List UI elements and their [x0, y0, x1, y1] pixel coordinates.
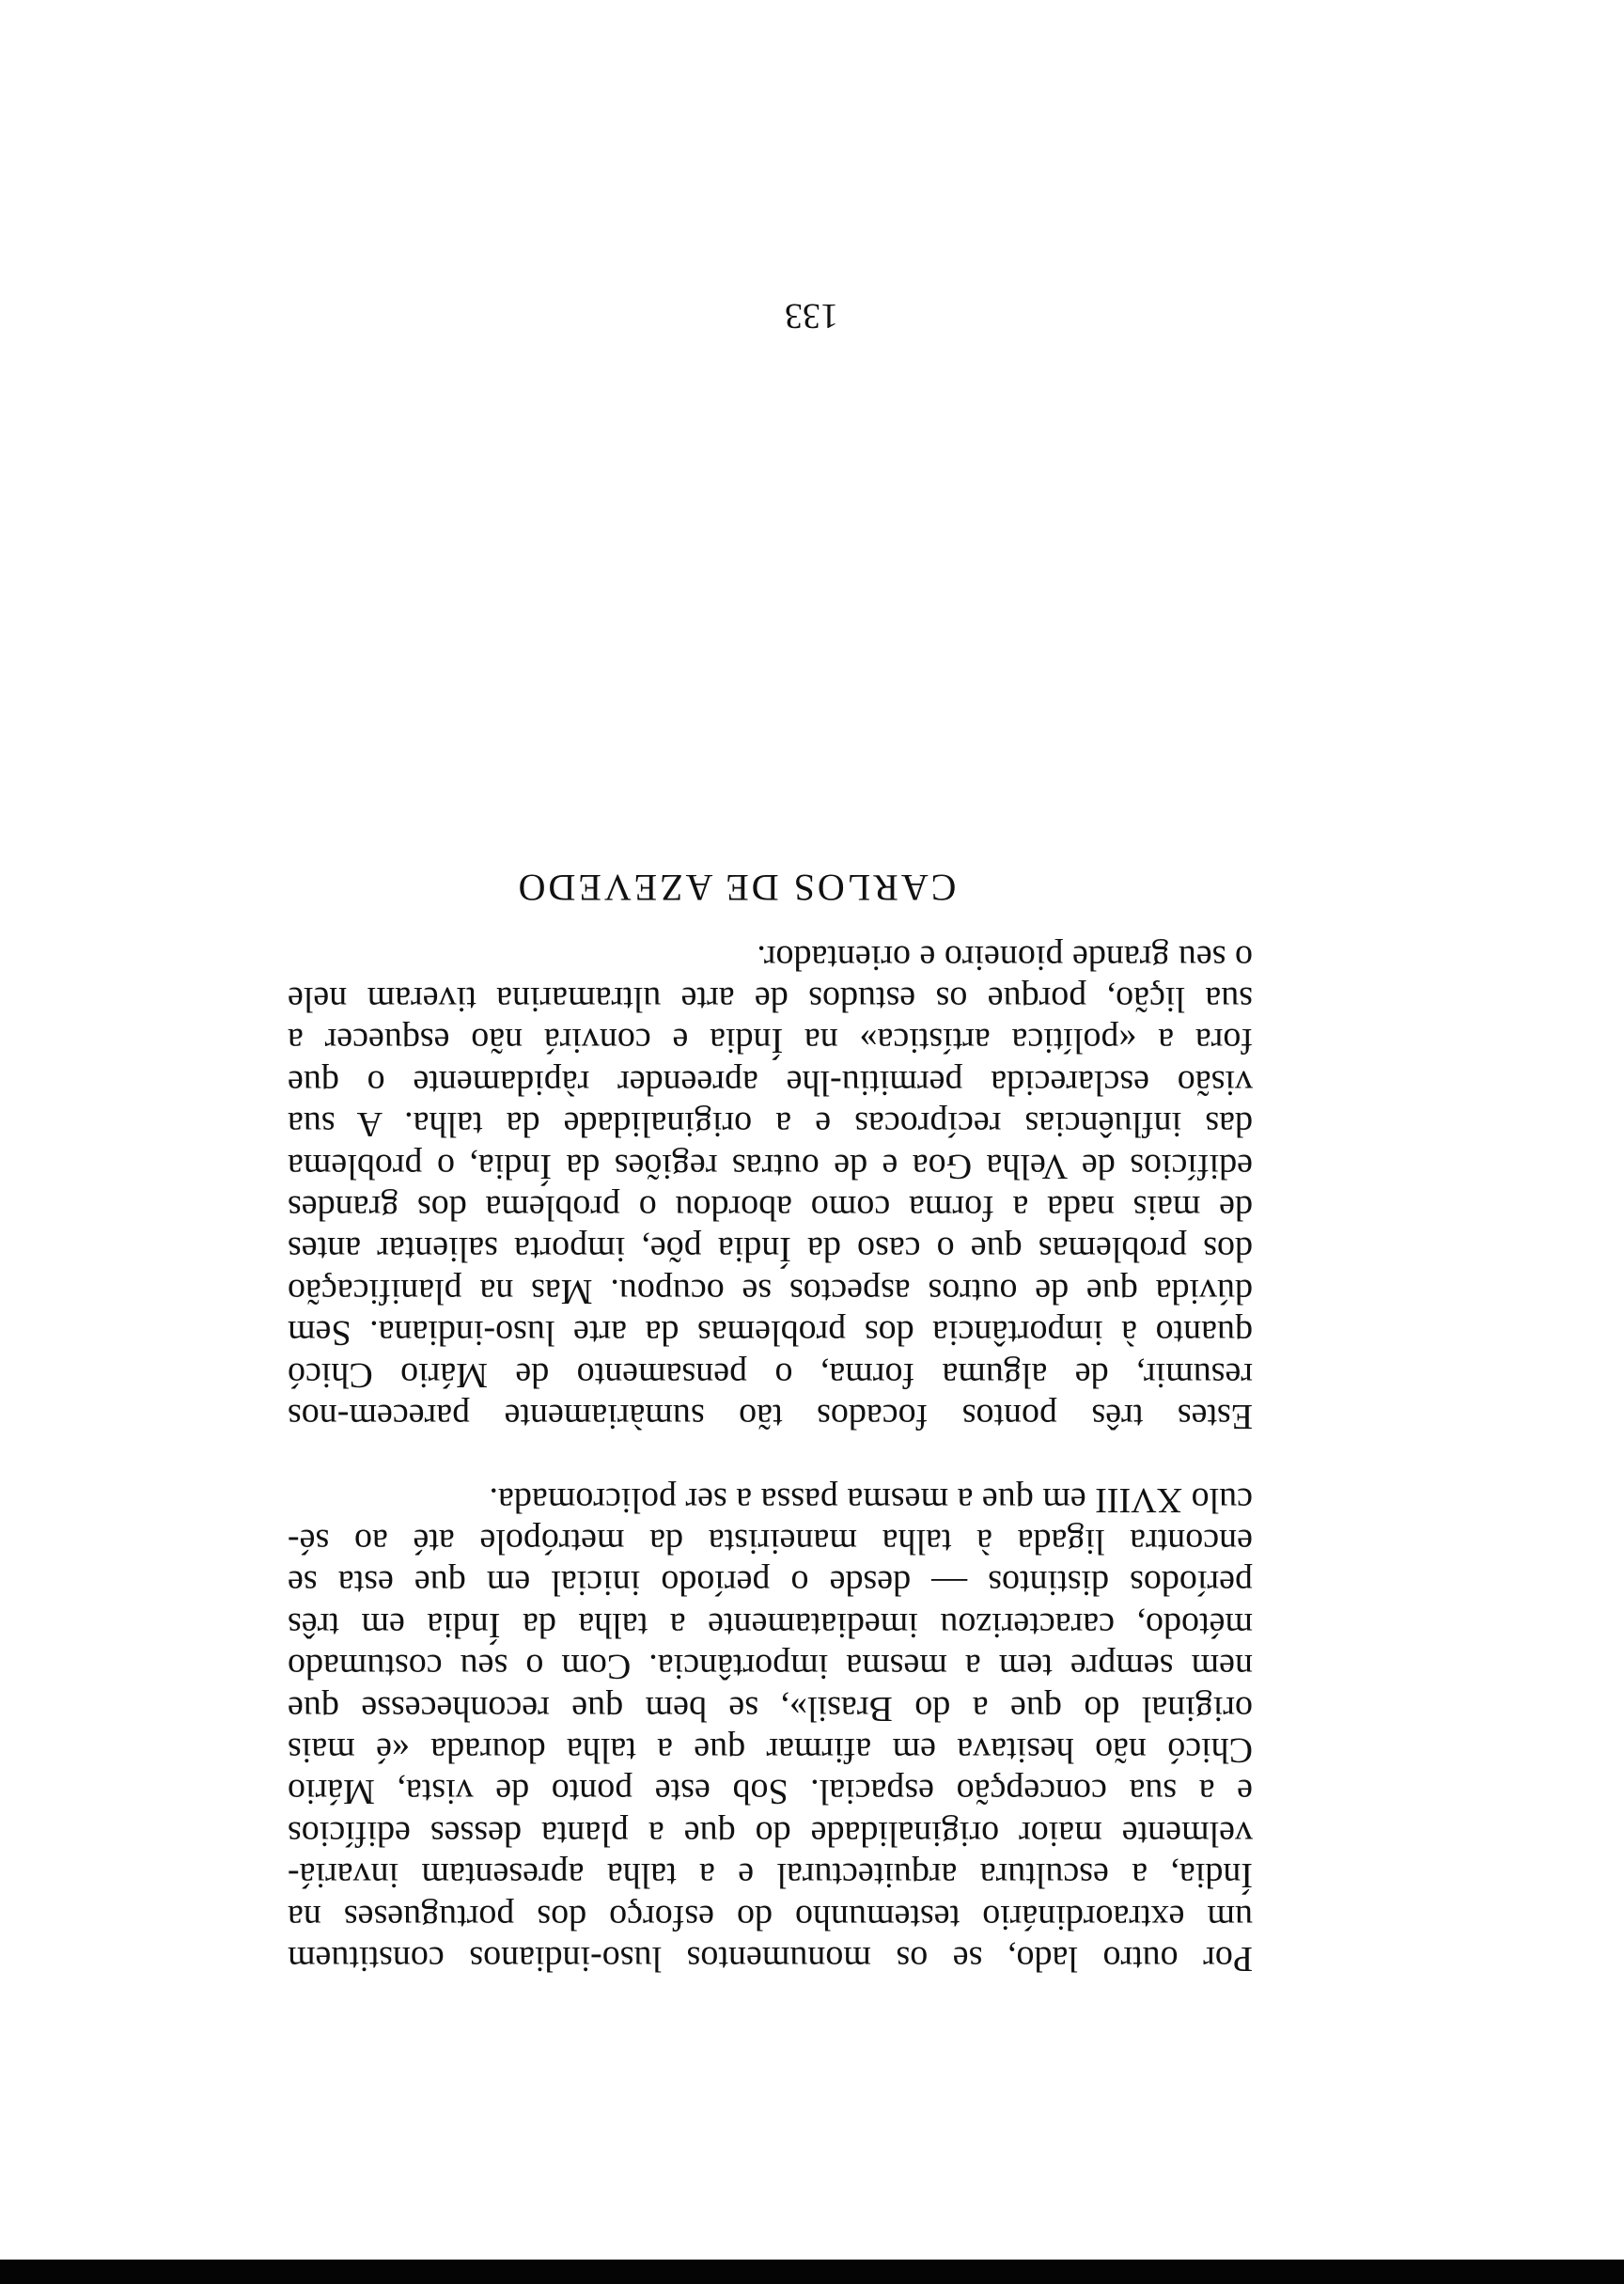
running-head: CARLOS DE AZEVEDO [515, 867, 957, 909]
text-line: culo XVIII em que a mesma passa a ser policromada. [489, 1479, 1253, 1520]
text-line: original do que a do Brasil», se bem que reconhecesse que [288, 1688, 1253, 1729]
text-line: um extraordinário testemunho do esforço dos portugueses na [288, 1897, 1253, 1937]
scan-edge-bar [0, 2260, 1624, 2284]
paragraph-2 [288, 936, 1298, 1437]
text-line: encontra ligada à talha maneirista da metrópole até ao sé- [288, 1521, 1253, 1561]
text-line: e a sua concepção espacial. Sob este ponto de vista, Mário [288, 1772, 1253, 1812]
text-line: de mais nada a forma como abordou o problema dos grandes [288, 1188, 1253, 1228]
text-line: Por outro lado, se os monumentos luso-indianos constituem [288, 1939, 1253, 1979]
text-line: velmente maior originalidade do que a planta desses edifícios [288, 1813, 1253, 1854]
text-line: o seu grande pioneiro e orientador. [757, 937, 1253, 978]
text-line: sua lição, porque os estudos de arte ultramarina tiveram nele [288, 979, 1253, 1020]
text-line: visão esclarecida permitiu-lhe apreender ràpidamente o que [288, 1062, 1253, 1103]
text-line: fora a «política artística» na Índia e convirá não esquecer a [288, 1021, 1253, 1061]
text-line: dúvida que de outros aspectos se ocupou. Mas na planificação [288, 1271, 1253, 1311]
text-line: Chicó não hesitava em afirmar que a talha dourada «é mais [288, 1729, 1253, 1770]
text-line: método, caracterizou imediatamente a talha da Índia em três [288, 1604, 1253, 1645]
text-line: edifícios de Velha Goa e de outras regiões da Índia, o problema [288, 1146, 1253, 1186]
text-line: Índia, a escultura arquitectural e a talha apresentam invariá- [288, 1855, 1253, 1896]
body-text [288, 936, 1298, 1979]
text-line: das influências recíprocas e a originalidade da talha. A sua [288, 1104, 1253, 1145]
text-line: períodos distintos — desde o período inicial em que esta se [288, 1563, 1253, 1603]
text-line: resumir, de alguma forma, o pensamento de Mário Chicó [288, 1354, 1253, 1395]
text-line: quanto à importância dos problemas da arte luso-indiana. Sem [288, 1313, 1253, 1353]
text-line: dos problemas que o caso da Índia põe, importa salientar antes [288, 1229, 1253, 1270]
text-line: nem sempre tem a mesma importância. Com o seu costumado [288, 1647, 1253, 1687]
page-number: 133 [785, 296, 838, 336]
text-line: Estes três pontos focados tão sumàriamente parecem-nos [288, 1397, 1253, 1437]
paragraph-1 [288, 1478, 1298, 1979]
